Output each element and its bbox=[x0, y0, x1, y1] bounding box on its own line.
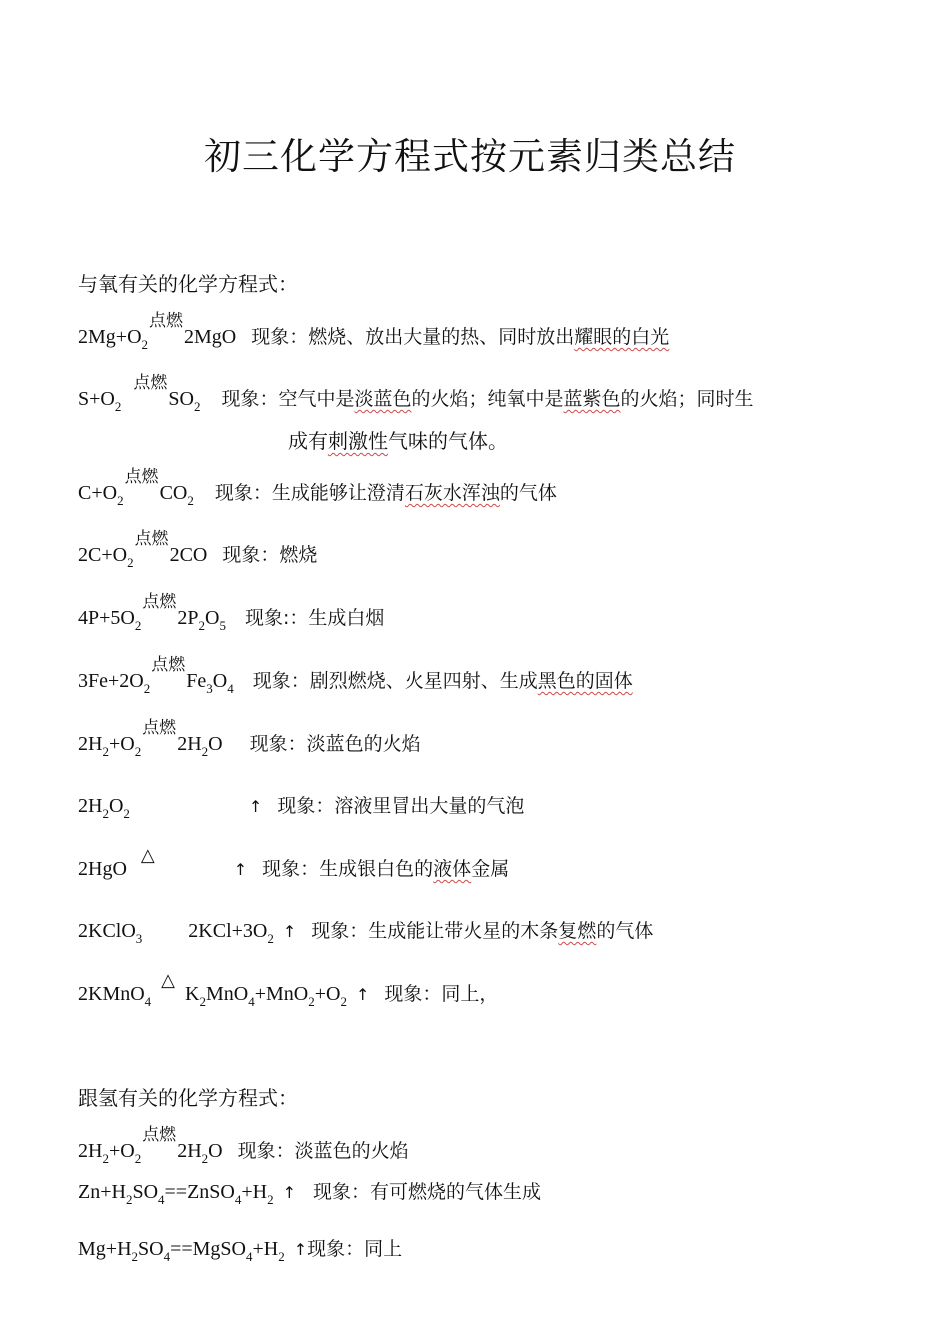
equation-mg-o2: $2Mg+O_2^{点燃}2MgO$ 现象：燃烧、放出大量的热、同时放出耀眼的白光 bbox=[78, 311, 670, 352]
up-arrow-icon: ↑ bbox=[282, 922, 297, 941]
equation-s-o2-continuation: 成有刺激性气味的气体。 bbox=[288, 429, 508, 453]
equation-c-o2: $C+O_2^{点燃}CO_2$ 现象：生成能够让澄清石灰水浑浊的气体 bbox=[78, 467, 557, 508]
equation-h2-o2-hydrogen: $2H_2+O_2^{点燃}2H_2O$ 现象：淡蓝色的火焰 bbox=[78, 1125, 409, 1166]
equation-s-o2: $S+O_2^{点燃}SO_2$ 现象：空气中是淡蓝色的火焰；纯氧中是蓝紫色的火焰；同时生 bbox=[78, 373, 754, 414]
up-arrow-icon: ↑ bbox=[293, 1240, 308, 1259]
equation-2c-o2: $2C+O_2^{点燃}2CO$ 现象：燃烧 bbox=[78, 529, 318, 570]
section-heading-oxygen: 与氧有关的化学方程式： bbox=[78, 272, 298, 296]
up-arrow-icon: ↑ bbox=[248, 797, 263, 816]
equation-p-o2: $4P+5O_2^{点燃}2P_2O_5$ 现象:：生成白烟 bbox=[78, 592, 385, 633]
equation-kmno4-decomposition: $2KMnO_4\triangle K_2MnO_4+MnO_2+O_2$ ↑ 现象：同上， bbox=[78, 970, 499, 1009]
equation-kclo3-decomposition: 2KClO$_3$ $2KCl+3O_2$ ↑ 现象：生成能让带火星的木条复燃的气体 bbox=[78, 920, 654, 946]
equation-hgo-decomposition: 2HgO△ ↑ 现象：生成银白色的液体金属 bbox=[78, 845, 510, 880]
equation-h2-o2: $2H_2+O_2^{点燃}2H_2O$ 现象：淡蓝色的火焰 bbox=[78, 718, 421, 759]
equation-fe-o2: $3Fe+2O_2^{点燃}Fe_3O_4$ 现象：剧烈燃烧、火星四射、生成黑色的固体 bbox=[78, 655, 633, 696]
heat-triangle-icon: △ bbox=[161, 970, 176, 991]
section-heading-hydrogen: 跟氢有关的化学方程式： bbox=[78, 1086, 298, 1110]
equation-mg-h2so4: $Mg+H_2SO_4==MgSO_4+H_2$ ↑现象：同上 bbox=[78, 1238, 403, 1264]
up-arrow-icon: ↑ bbox=[355, 985, 370, 1004]
heat-triangle-icon: △ bbox=[140, 845, 155, 866]
up-arrow-icon: ↑ bbox=[282, 1183, 297, 1202]
page-title: 初三化学方程式按元素归类总结 bbox=[204, 135, 736, 178]
equation-h2o2-decomposition: $2H_2O_2$ ↑ 现象：溶液里冒出大量的气泡 bbox=[78, 795, 525, 821]
equation-zn-h2so4: $Zn+H_2SO_4==ZnSO_4+H_2$ ↑ 现象：有可燃烧的气体生成 bbox=[78, 1181, 542, 1207]
up-arrow-icon: ↑ bbox=[233, 860, 248, 879]
